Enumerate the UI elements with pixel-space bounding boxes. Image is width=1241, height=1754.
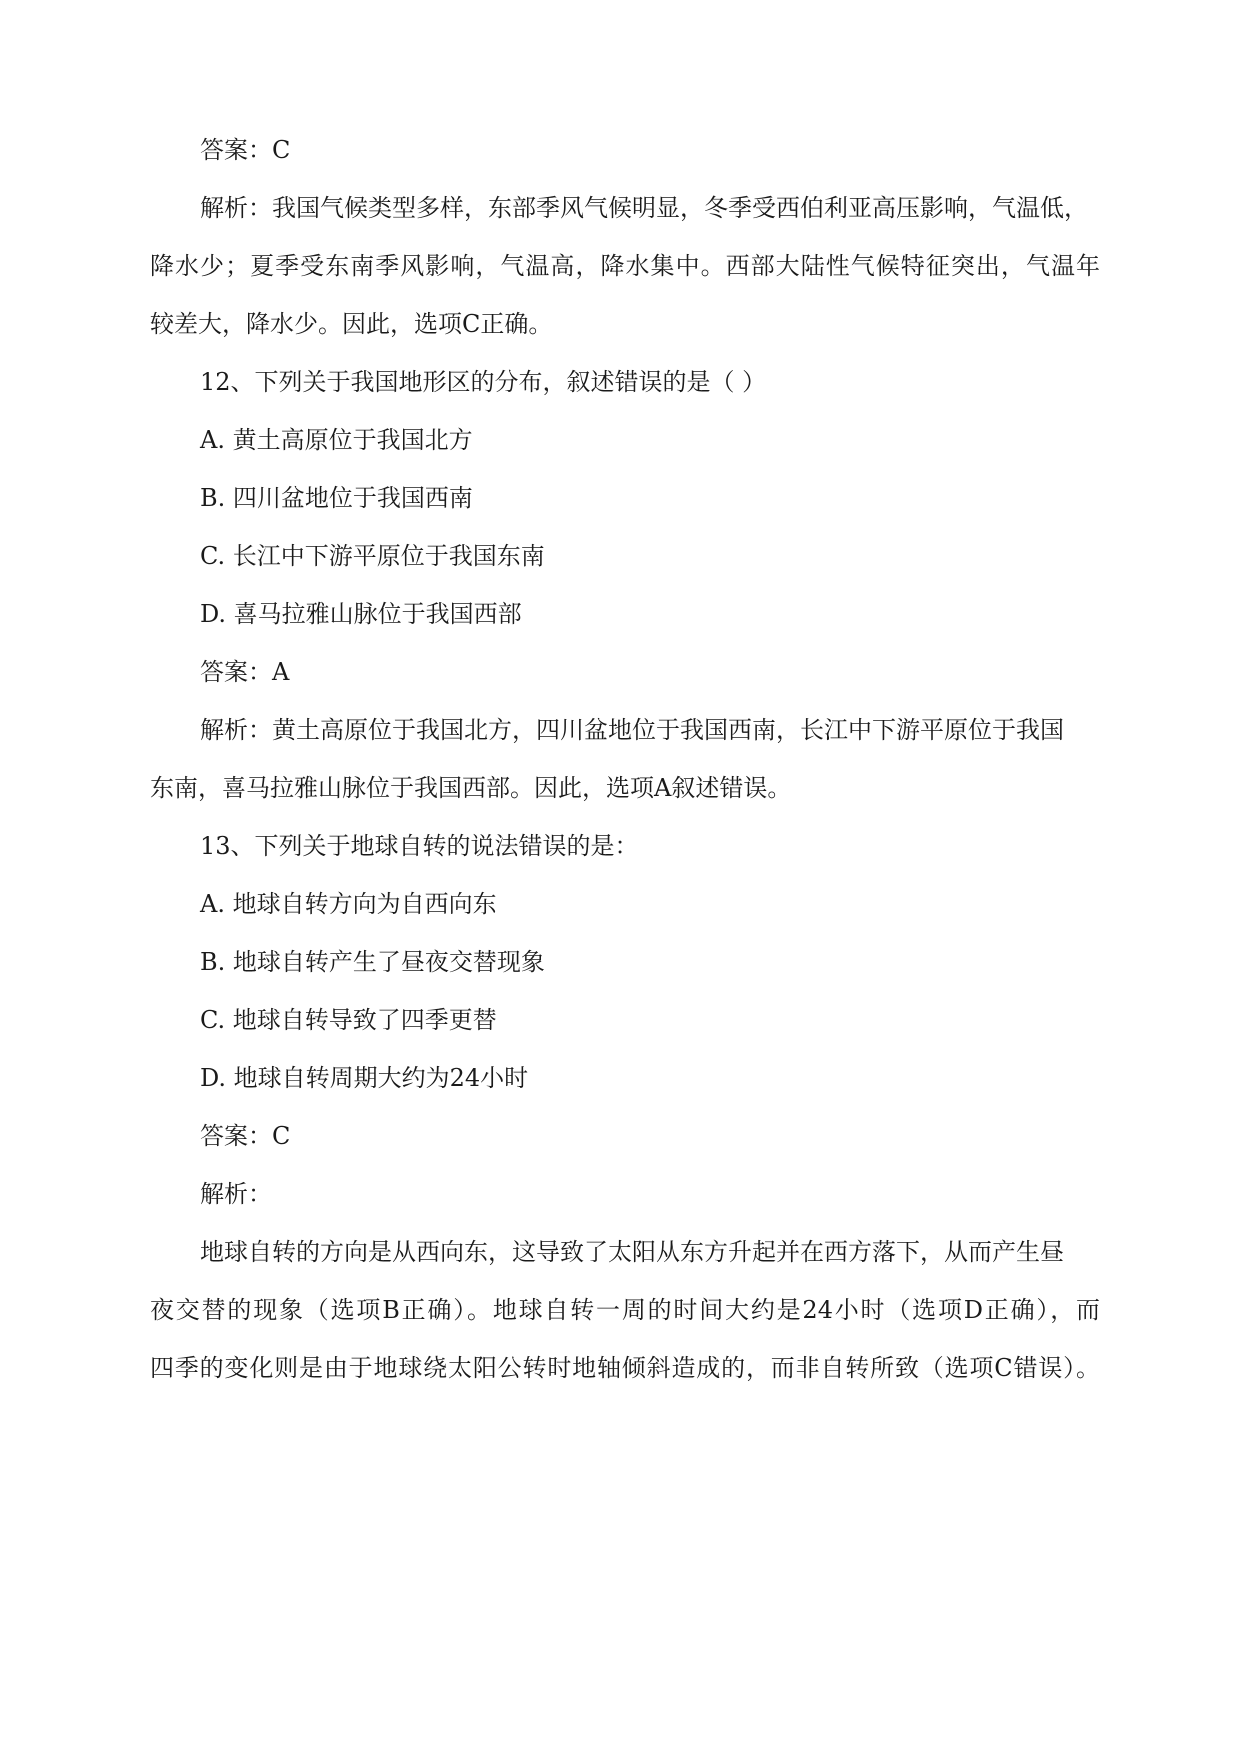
- q12-answer: 答案：A: [200, 658, 290, 686]
- q12-option-a: A. 黄土高原位于我国北方: [200, 426, 473, 454]
- q11-analysis-line-3: 较差大，降水少。因此，选项C正确。: [150, 310, 553, 338]
- q13-question: 13、下列关于地球自转的说法错误的是：: [200, 832, 639, 860]
- q13-analysis-label: 解析：: [200, 1180, 272, 1208]
- q13-option-c: C. 地球自转导致了四季更替: [200, 1006, 497, 1034]
- q13-option-a: A. 地球自转方向为自西向东: [200, 890, 497, 918]
- q11-analysis-line-2: 降水少；夏季受东南季风影响，气温高，降水集中。西部大陆性气候特征突出，气温年: [150, 252, 1100, 280]
- q12-option-c: C. 长江中下游平原位于我国东南: [200, 542, 545, 570]
- q13-option-d: D. 地球自转周期大约为24小时: [200, 1064, 529, 1092]
- q13-answer: 答案：C: [200, 1122, 291, 1150]
- q12-option-b: B. 四川盆地位于我国西南: [200, 484, 473, 512]
- q12-question: 12、下列关于我国地形区的分布，叙述错误的是（ ）: [200, 368, 767, 396]
- q12-analysis-line-1: 解析：黄土高原位于我国北方，四川盆地位于我国西南，长江中下游平原位于我国: [200, 716, 1064, 744]
- q12-option-d: D. 喜马拉雅山脉位于我国西部: [200, 600, 522, 628]
- q11-answer: 答案：C: [200, 136, 291, 164]
- q12-analysis-line-2: 东南，喜马拉雅山脉位于我国西部。因此，选项A叙述错误。: [150, 774, 792, 802]
- q13-option-b: B. 地球自转产生了昼夜交替现象: [200, 948, 545, 976]
- q13-analysis-line-1: 地球自转的方向是从西向东，这导致了太阳从东方升起并在西方落下，从而产生昼: [200, 1238, 1064, 1266]
- q13-analysis-line-3: 四季的变化则是由于地球绕太阳公转时地轴倾斜造成的，而非自转所致（选项C错误）。: [150, 1354, 1100, 1382]
- q11-analysis-line-1: 解析：我国气候类型多样，东部季风气候明显，冬季受西伯利亚高压影响，气温低，: [200, 194, 1088, 222]
- q13-analysis-line-2: 夜交替的现象（选项B正确）。地球自转一周的时间大约是24小时（选项D正确），而: [150, 1296, 1100, 1324]
